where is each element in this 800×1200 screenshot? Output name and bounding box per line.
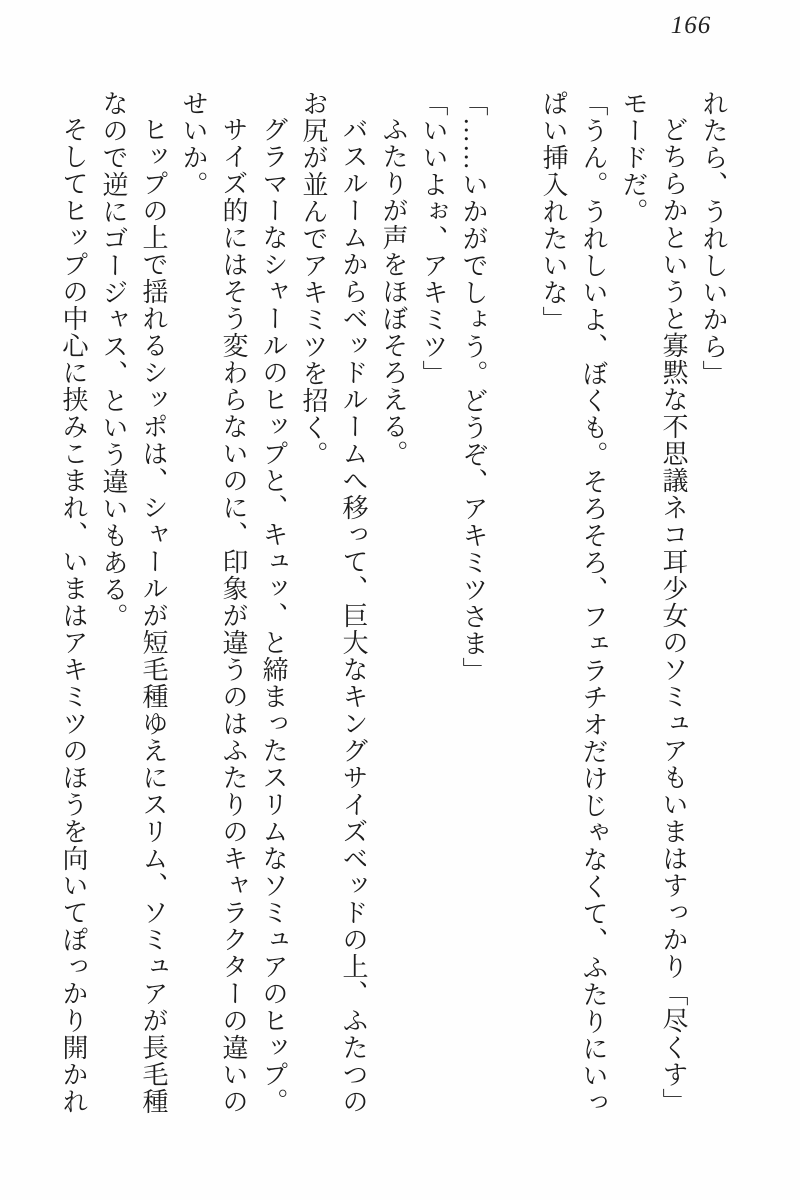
paragraph: どちらかというと寡黙な不思議ネコ耳少女のソミュアもいまはすっかり「尽くす」モードだ。 [619, 90, 688, 1115]
paragraph: 「いいよぉ、アキミツ」 [419, 90, 448, 387]
paragraph: グラマーなシャールのヒップと、キュッ、と締まったスリムなソミュアのヒップ。 [259, 116, 288, 1115]
paragraph: 「……いかがでしょう。どうぞ、アキミツさま」 [459, 90, 488, 684]
blank-line [493, 90, 533, 1124]
paragraph: ヒップの上で揺れるシッポは、シャールが短毛種ゆえにスリム、ソミュアが長毛種なので逆にゴージャス、という違いもある。 [99, 90, 168, 1115]
paragraph: 「うん。うれしいよ、ぼくも。そろそろ、フェラチオだけじゃなくて、ふたりにいっぱい挿入れたいな」 [539, 90, 608, 1116]
paragraph: バスルームからベッドルームへ移って、巨大なキングサイズベッドの上、ふたつのお尻が並んでアキミツを招く。 [299, 90, 368, 1115]
paragraph: れたら、うれしいから」 [699, 90, 728, 387]
paragraph: そしてヒップの中心に挟みこまれ、いまはアキミツのほうを向いてぽっかり開かれ [59, 116, 88, 1115]
paragraph: サイズ的にはそう変わらないのに、印象が違うのはふたりのキャラクターの違いのせいか。 [179, 90, 248, 1115]
paragraph: ふたりが声をほぼそろえる。 [379, 116, 408, 467]
page-number: 166 [670, 12, 712, 39]
vertical-text-block [53, 90, 733, 1124]
